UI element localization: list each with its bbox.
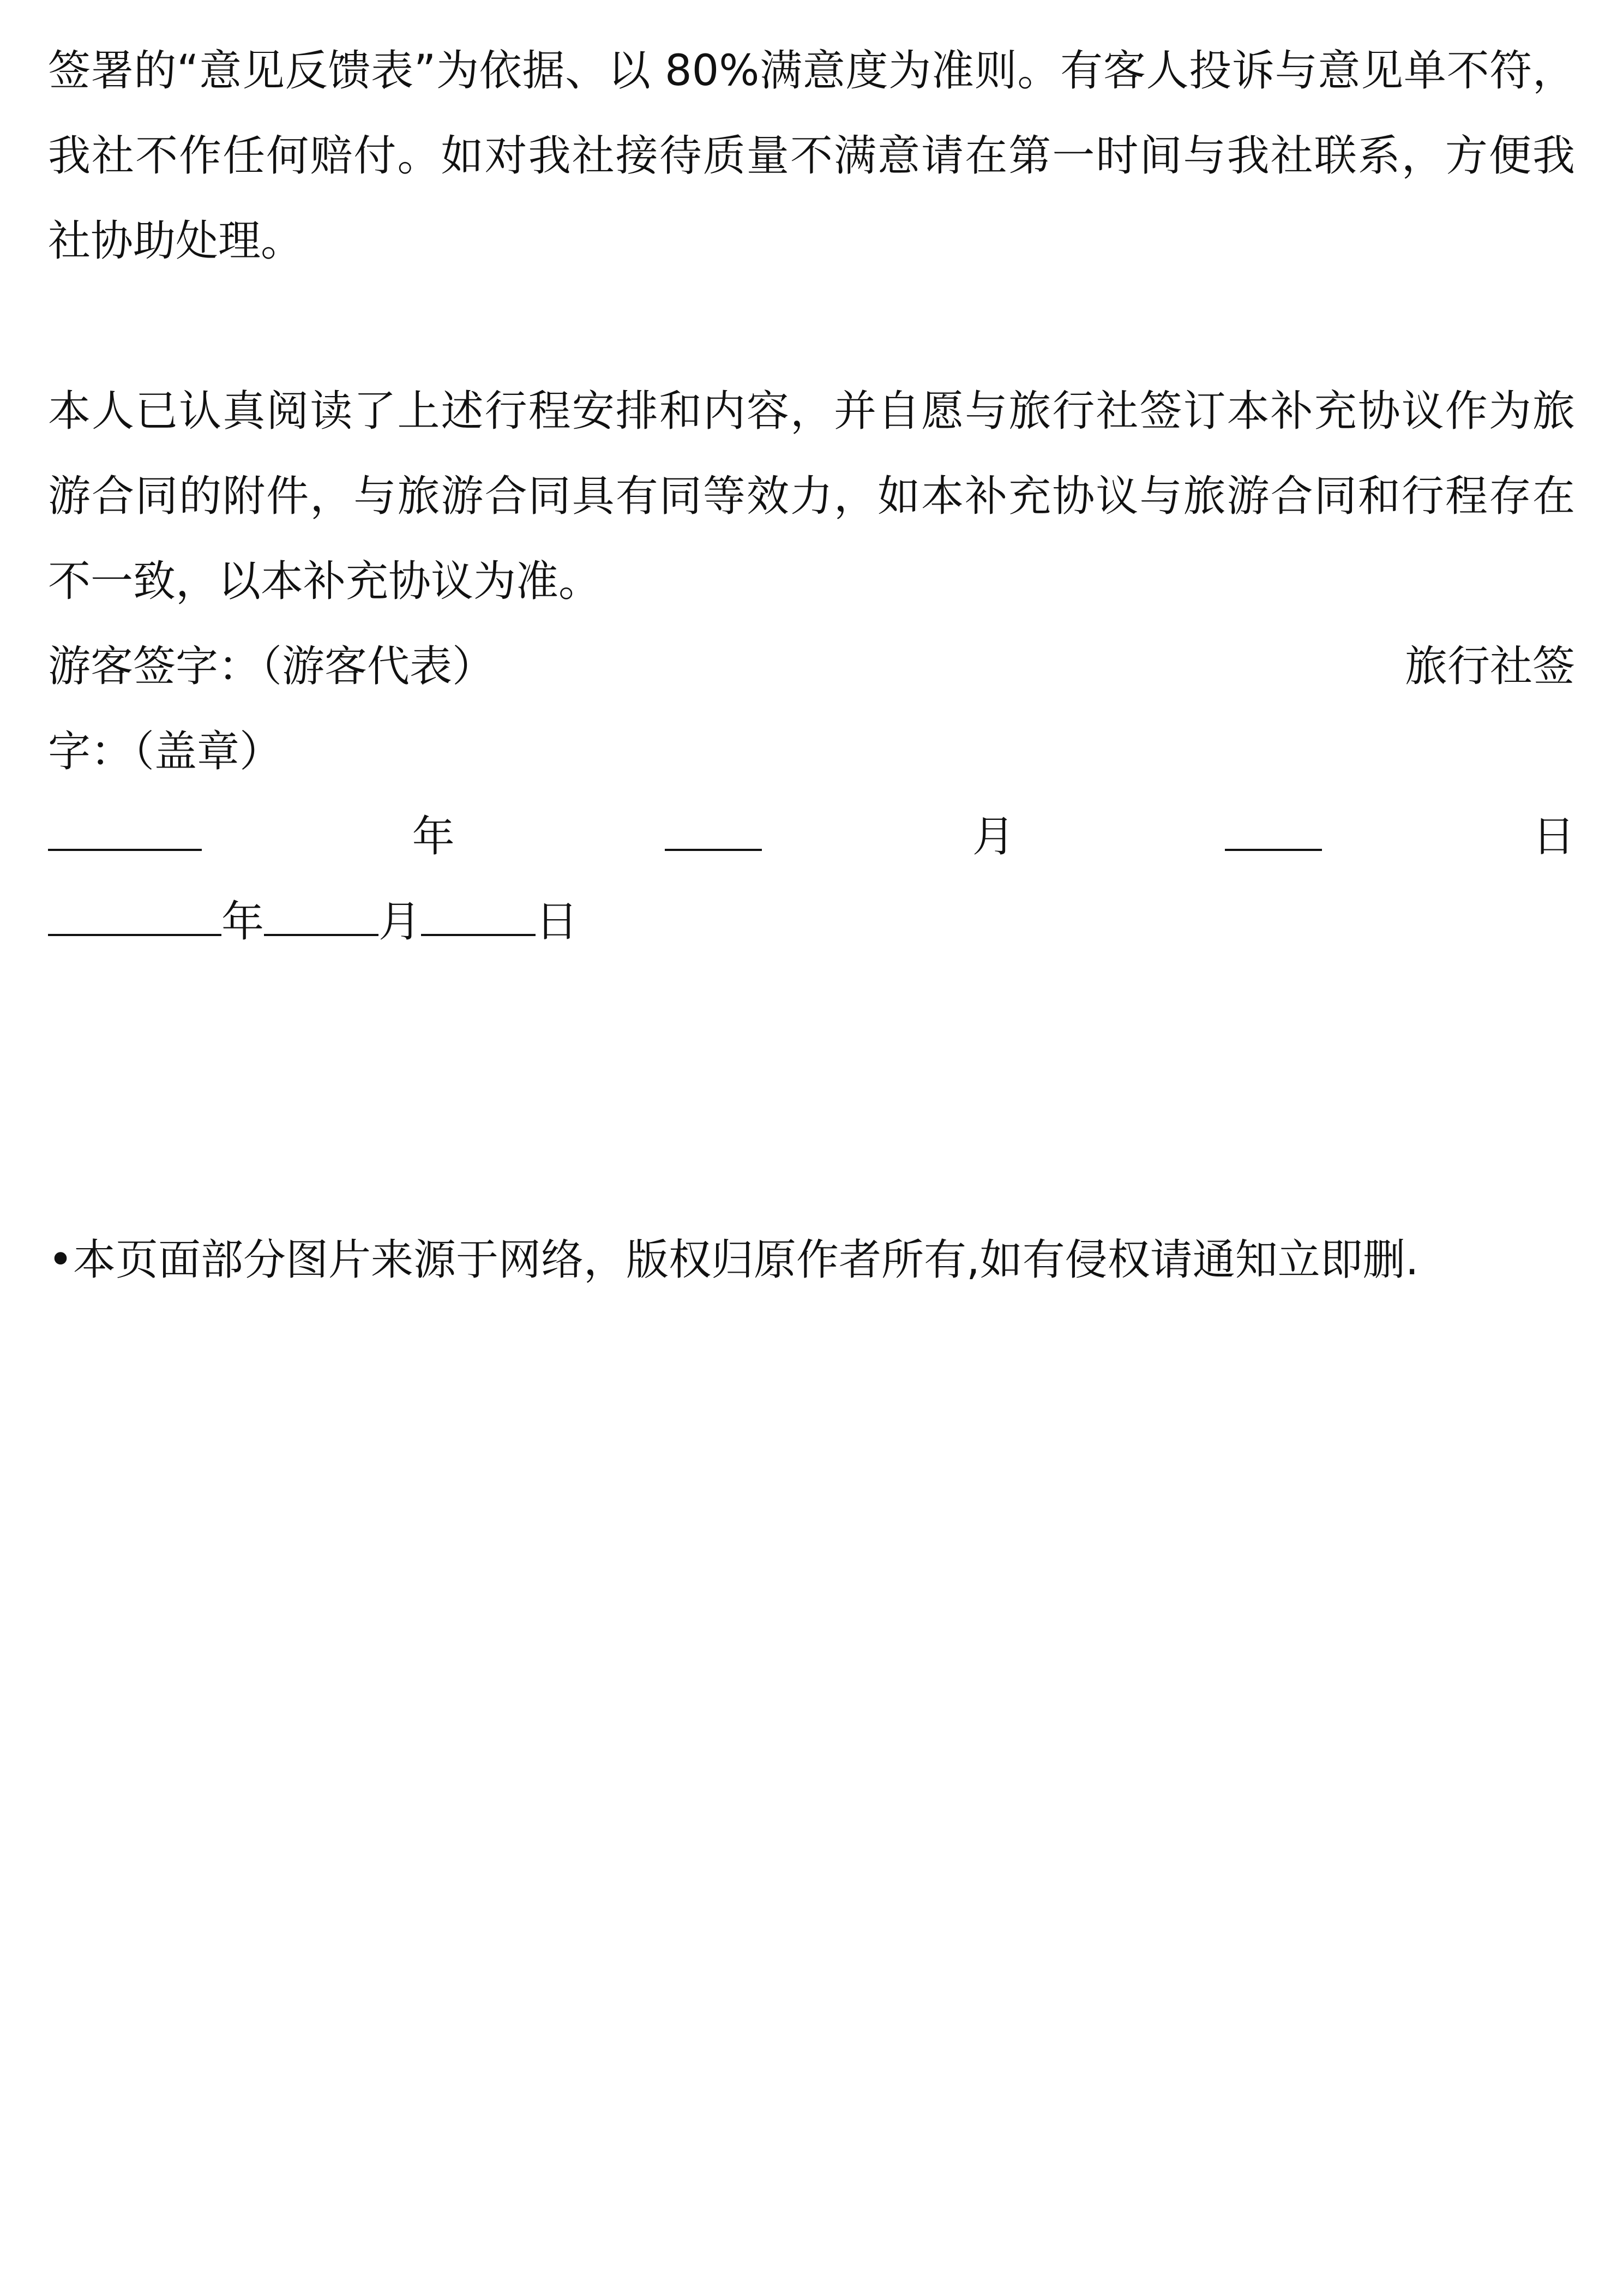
tourist-month-blank [665, 815, 762, 851]
paragraph1-line2: 我社不作任何赔付。如对我社接待质量不满意请在第一时间与我社联系，方便我 [48, 131, 1575, 181]
signature-label-row [48, 639, 1575, 694]
tourist-month-label: 月 [972, 812, 1015, 861]
agency-signature-label-part1: 旅行社签 [1404, 642, 1575, 691]
agency-day-blank [421, 900, 536, 936]
tourist-signature-label: 游客签字：（游客代表） [48, 642, 495, 691]
agency-day-label: 日 [536, 897, 579, 946]
tourist-day-blank [1225, 815, 1322, 851]
agency-year-label: 年 [221, 897, 265, 946]
agency-date-row [48, 895, 1575, 949]
paragraph1-line1: 签署的“意见反馈表”为依据、以 80%满意度为准则。有客人投诉与意见单不符， [48, 46, 1575, 95]
copyright-note: •本页面部分图片来源于网络，版权归原作者所有,如有侵权请通知立即删. [48, 1236, 1419, 1285]
tourist-day-label: 日 [1532, 812, 1575, 861]
tourist-year-blank [48, 815, 202, 851]
paragraph2-line3: 不一致，以本补充协议为准。 [48, 557, 602, 606]
tourist-year-label: 年 [412, 812, 455, 861]
agency-signature-label-part2: 字：（盖章） [48, 727, 282, 776]
tourist-date-row [48, 810, 1575, 864]
paragraph1-line3: 社协助处理。 [48, 217, 304, 266]
agency-year-blank [48, 900, 221, 936]
agency-month-blank [264, 900, 378, 936]
agency-month-label: 月 [378, 897, 422, 946]
paragraph2-line2: 游合同的附件，与旅游合同具有同等效力，如本补充协议与旅游合同和行程存在 [48, 472, 1575, 521]
paragraph2-line1: 本人已认真阅读了上述行程安排和内容，并自愿与旅行社签订本补充协议作为旅 [48, 387, 1575, 436]
